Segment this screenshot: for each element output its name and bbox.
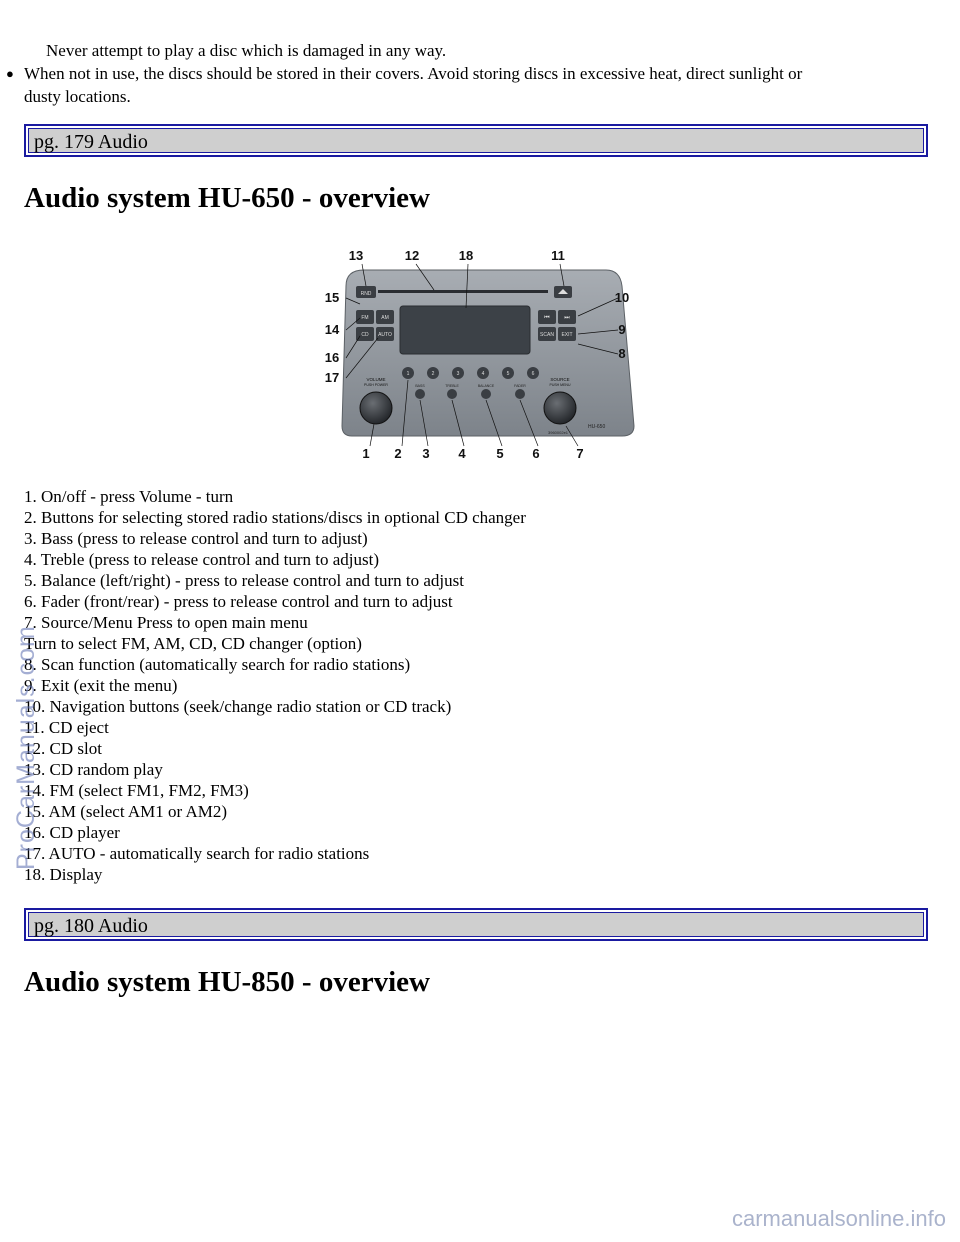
callout-number: 9: [618, 322, 626, 337]
callout-number: 2: [394, 446, 402, 461]
section-bar-pg-180: [24, 908, 928, 941]
preset-label: 6: [531, 371, 535, 377]
legend-item: 3. Bass (press to release control and turn to adjust): [24, 529, 368, 548]
legend-item: 13. CD random play: [24, 760, 163, 779]
treble-knob[interactable]: [447, 389, 457, 399]
exit-label: EXIT: [561, 332, 573, 338]
footer-watermark: carmanualsonline.info: [731, 1206, 946, 1231]
bullet-dot-icon: ●: [6, 66, 14, 81]
preset-label: 5: [506, 371, 510, 377]
legend-list: [24, 486, 526, 885]
legend-item: 8. Scan function (automatically search for radio stations): [24, 655, 411, 674]
callout-number: 5: [496, 446, 504, 461]
intro-bullet-2: [6, 62, 934, 85]
callout-number: 14: [324, 322, 340, 337]
hu-650-diagram: [316, 246, 646, 464]
legend-item: 1. On/off - press Volume - turn: [24, 487, 234, 506]
seek-forward-icon: ⏭: [564, 314, 570, 321]
display-screen: [400, 306, 530, 354]
cd-slot: [378, 290, 548, 293]
fader-knob[interactable]: [515, 389, 525, 399]
fader-label: FADER: [514, 384, 526, 388]
balance-label: BALANCE: [477, 384, 495, 388]
preset-label: 3: [456, 371, 460, 377]
legend-item: 14. FM (select FM1, FM2, FM3): [24, 781, 249, 800]
source-label: SOURCE: [550, 377, 570, 382]
legend-item: 15. AM (select AM1 or AM2): [24, 802, 228, 821]
figure-code: 3960002e1: [548, 430, 569, 435]
source-sublabel: PUSH MENU: [549, 383, 571, 387]
intro-line-1: Never attempt to play a disc which is damaged in any way.: [46, 41, 447, 60]
legend-item: 6. Fader (front/rear) - press to release control and turn to adjust: [24, 592, 453, 611]
legend-item: Turn to select FM, AM, CD, CD changer (option): [24, 634, 362, 653]
legend-item: 17. AUTO - automatically search for radio stations: [24, 844, 370, 863]
legend-item: 10. Navigation buttons (seek/change radio station or CD track): [24, 697, 452, 716]
bass-label: BASS: [415, 384, 425, 388]
cd-label: CD: [361, 332, 369, 338]
legend-item: 2. Buttons for selecting stored radio stations/discs in optional CD changer: [24, 508, 526, 527]
callout-number: 7: [576, 446, 584, 461]
bass-knob[interactable]: [415, 389, 425, 399]
source-knob[interactable]: [544, 392, 576, 424]
callout-number: 15: [324, 290, 340, 305]
scan-label: SCAN: [540, 332, 554, 338]
callout-number: 1: [362, 446, 370, 461]
legend-item: 5. Balance (left/right) - press to release control and turn to adjust: [24, 571, 464, 590]
side-watermark: ProCarManuals.com: [12, 625, 40, 870]
model-label: HU-650: [588, 424, 606, 430]
callout-number: 18: [458, 248, 474, 263]
am-label: AM: [381, 315, 389, 321]
volume-knob[interactable]: [360, 392, 392, 424]
legend-item: 9. Exit (exit the menu): [24, 676, 178, 695]
treble-label: TREBLE: [445, 384, 459, 388]
callout-number: 12: [404, 248, 420, 263]
balance-knob[interactable]: [481, 389, 491, 399]
legend-item: 11. CD eject: [24, 718, 109, 737]
callout-number: 11: [551, 248, 565, 263]
preset-label: 1: [406, 371, 410, 377]
callout-number: 3: [422, 446, 430, 461]
legend-item: 12. CD slot: [24, 739, 102, 758]
fm-label: FM: [361, 315, 369, 321]
legend-item: 7. Source/Menu Press to open main menu: [24, 613, 308, 632]
seek-back-icon: ⏮: [544, 314, 550, 321]
callout-number: 17: [324, 370, 340, 385]
intro-bullet-continuation: dusty locations.: [24, 87, 131, 106]
heading-hu-650: Audio system HU-650 - overview: [24, 182, 430, 214]
rnd-label: RND: [360, 291, 372, 297]
preset-label: 2: [431, 371, 435, 377]
legend-item: 4. Treble (press to release control and turn to adjust): [24, 550, 380, 569]
callout-number: 8: [618, 346, 626, 361]
callout-number: 10: [614, 290, 630, 305]
section-bar-label: pg. 179 Audio: [34, 131, 148, 153]
legend-item: 16. CD player: [24, 823, 120, 842]
volume-sublabel: PUSH POWER: [364, 383, 388, 387]
section-bar-pg-179: [24, 124, 928, 157]
callout-number: 4: [458, 446, 466, 461]
volume-label: VOLUME: [366, 377, 386, 382]
legend-item: 18. Display: [24, 865, 103, 884]
callout-number: 16: [324, 350, 340, 365]
intro-bullet-text: When not in use, the discs should be stored in their covers. Avoid storing discs in excessive heat, direct sunlight or: [24, 64, 803, 83]
callout-number: 6: [532, 446, 540, 461]
heading-hu-850: Audio system HU-850 - overview: [24, 966, 430, 998]
callout-number: 13: [348, 248, 364, 263]
section-bar-label: pg. 180 Audio: [34, 915, 148, 937]
preset-label: 4: [481, 371, 485, 377]
auto-label: AUTO: [378, 332, 392, 338]
